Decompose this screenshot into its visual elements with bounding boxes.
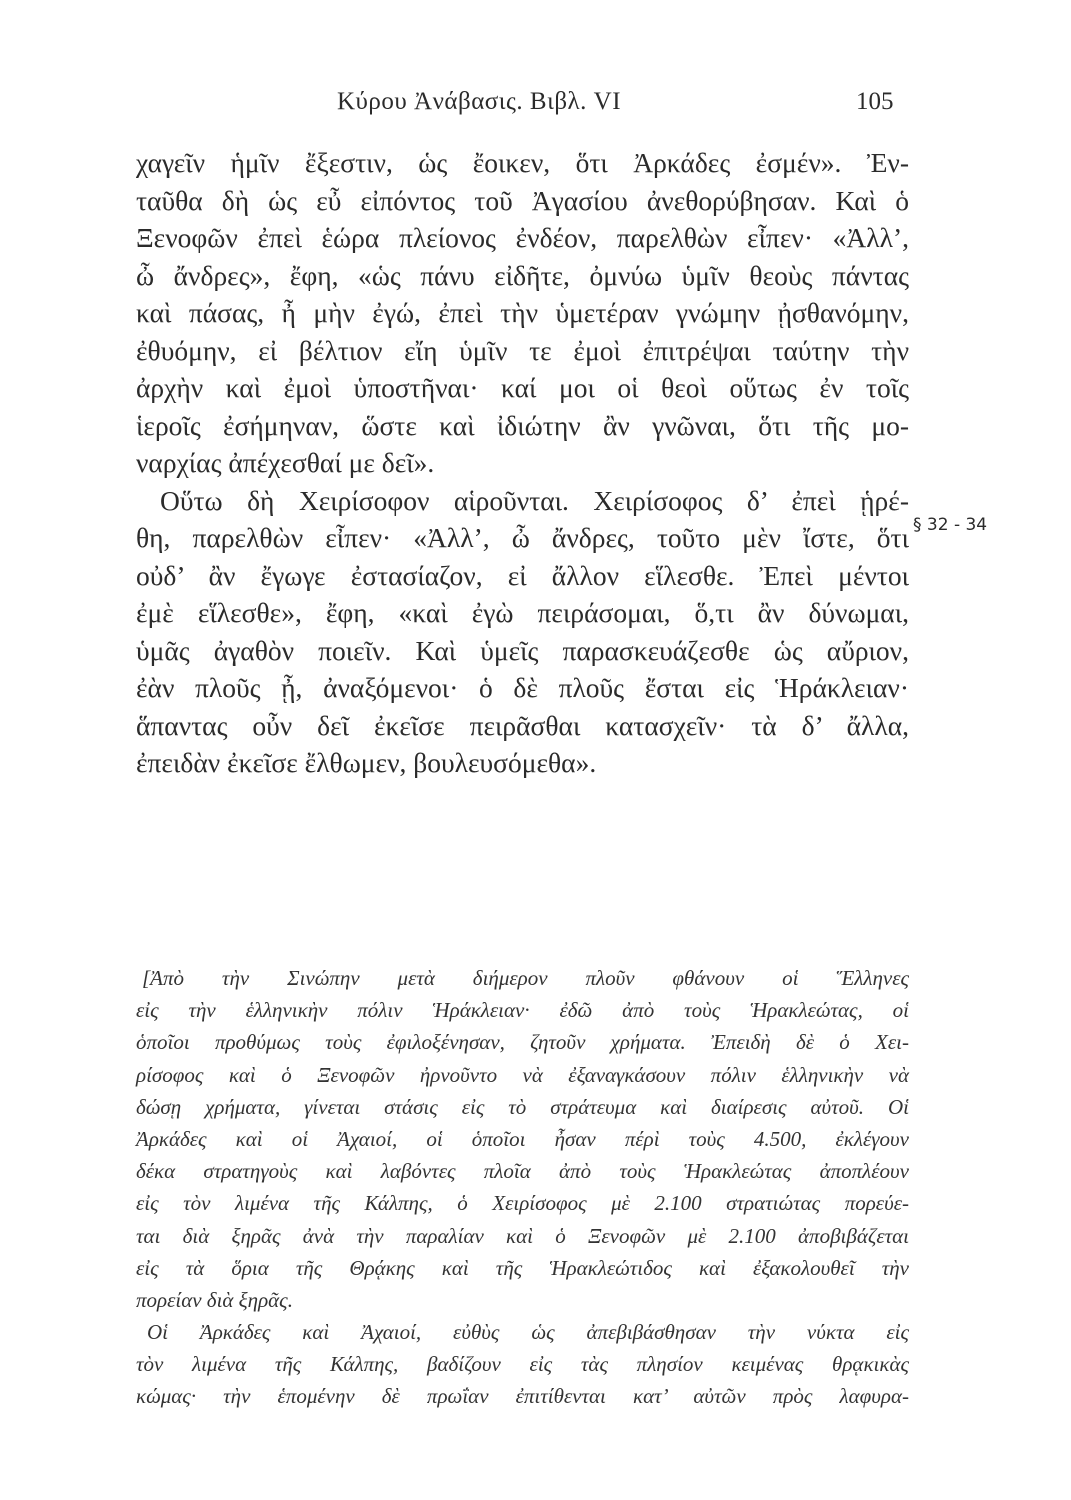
text-line: ἐθυόμην, εἰ βέλτιον εἴη ὑμῖν τε ἐμοὶ ἐπιτρέψαι ταύτην τὴν <box>136 334 909 366</box>
main-text <box>136 144 909 782</box>
summary-line: δέκα στρατηγοὺς καὶ λαβόντες πλοῖα ἀπὸ τοὺς Ἡρακλεώτας ἀποπλέουν <box>136 1159 909 1184</box>
header-title: Κύρου Ἀνάβασις. Βιβλ. VI <box>337 88 622 115</box>
chapter-summary <box>136 962 909 1413</box>
text-line: ὦ ἄνδρες», ἔφη, «ὡς πάνυ εἰδῆτε, ὀμνύω ὑμῖν θεοὺς πάντας <box>136 259 909 291</box>
summary-line: Ἀρκάδες καὶ οἱ Ἀχαιοί, οἱ ὁποῖοι ἦσαν πέρὶ τοὺς 4.500, ἐκλέγουν <box>136 1126 909 1151</box>
summary-line: ται διὰ ξηρᾶς ἀνὰ τὴν παραλίαν καὶ ὁ Ξενοφῶν μὲ 2.100 ἀποβιβάζεται <box>136 1223 909 1248</box>
summary-line: εἰς τὴν ἑλληνικὴν πόλιν Ἡράκλειαν· ἐδῶ ἀπὸ τοὺς Ἡρακλεώτας, οἱ <box>136 998 909 1023</box>
text-line: καὶ πάσας, ἦ μὴν ἐγώ, ἐπεὶ τὴν ὑμετέραν γνώμην ᾐσθανόμην, <box>136 297 909 328</box>
text-line: ναρχίας ἀπέχεσθαί με δεῖ». <box>136 447 435 478</box>
page-number: 105 <box>856 88 894 115</box>
text-line: Ξενοφῶν ἐπεὶ ἑώρα πλείονος ἐνδέον, παρελθὼν εἶπεν· «Ἀλλ’, <box>136 222 909 253</box>
summary-line: [Ἀπὸ τὴν Σινώπην μετὰ διήμερον πλοῦν φθάνουν οἱ Ἕλληνες <box>142 966 909 990</box>
text-line: ἱεροῖς ἐσήμηναν, ὥστε καὶ ἰδιώτην ἂν γνῶναι, ὅτι τῆς μο- <box>136 409 909 441</box>
summary-line: ὁποῖοι προθύμως τοὺς ἐφιλοξένησαν, ζητοῦν χρήματα. Ἐπειδὴ δὲ ὁ Χει- <box>136 1030 909 1055</box>
text-line: ἅπαντας οὖν δεῖ ἐκεῖσε πειρᾶσθαι κατασχεῖν· τὰ δ’ ἄλλα, <box>136 709 909 741</box>
summary-line: εἰς τὰ ὅρια τῆς Θρᾴκης καὶ τῆς Ἡρακλεώτιδος καὶ ἐξακολουθεῖ τὴν <box>136 1255 909 1280</box>
text-line: ταῦθα δὴ ὡς εὖ εἰπόντος τοῦ Ἀγασίου ἀνεθορύβησαν. Καὶ ὁ <box>136 184 909 216</box>
summary-line: ρίσοφος καὶ ὁ Ξενοφῶν ἠρνοῦντο νὰ ἐξαναγκάσουν πόλιν ἑλληνικὴν νὰ <box>136 1062 909 1087</box>
text-line: χαγεῖν ἡμῖν ἔξεστιν, ὡς ἔοικεν, ὅτι Ἀρκάδες ἐσμέν». Ἐν- <box>136 147 909 178</box>
text-line: ἐὰν πλοῦς ᾖ, ἀναξόμενοι· ὁ δὲ πλοῦς ἔσται εἰς Ἡράκλειαν· <box>136 672 909 703</box>
running-head <box>0 88 1071 128</box>
text-line: Οὕτω δὴ Χειρίσοφον αἱροῦνται. Χειρίσοφος δ’ ἐπεὶ ᾑρέ- <box>160 484 909 516</box>
summary-line: Οἱ Ἀρκάδες καὶ Ἀχαιοί, εὐθὺς ὡς ἀπεβιβάσθησαν τὴν νύκτα εἰς <box>147 1320 909 1345</box>
summary-line: τὸν λιμένα τῆς Κάλπης, βαδίζουν εἰς τὰς πλησίον κειμένας θρᾳκικὰς <box>136 1352 909 1377</box>
text-line: ἐμὲ εἵλεσθε», ἔφη, «καὶ ἐγὼ πειράσομαι, ὅ,τι ἂν δύνωμαι, <box>136 597 909 628</box>
summary-line: κώμας· τὴν ἑπομένην δὲ πρωΐαν ἐπιτίθενται κατ’ αὐτῶν πρὸς λαφυρα- <box>136 1384 909 1409</box>
text-line: οὐδ’ ἂν ἔγωγε ἐστασίαζον, εἰ ἄλλον εἵλεσθε. Ἐπεὶ μέντοι <box>136 559 909 591</box>
summary-line: δώσῃ χρήματα, γίνεται στάσις εἰς τὸ στράτευμα καὶ διαίρεσις αὐτοῦ. Οἱ <box>136 1094 909 1119</box>
section-margin-note: § 32 - 34 <box>913 515 988 535</box>
text-line: ἀρχὴν καὶ ἐμοὶ ὑποστῆναι· καί μοι οἱ θεοὶ οὕτως ἐν τοῖς <box>136 372 909 403</box>
text-line: ἐπειδὰν ἐκεῖσε ἔλθωμεν, βουλευσόμεθα». <box>136 747 597 778</box>
text-line: θη, παρελθὼν εἶπεν· «Ἀλλ’, ὦ ἄνδρες, τοῦτο μὲν ἴστε, ὅτι <box>136 522 909 553</box>
summary-line: εἰς τὸν λιμένα τῆς Κάλπης, ὁ Χειρίσοφος μὲ 2.100 στρατιώτας πορεύε- <box>136 1191 909 1216</box>
summary-line: πορείαν διὰ ξηρᾶς. <box>136 1287 293 1312</box>
text-line: ὑμᾶς ἀγαθὸν ποιεῖν. Καὶ ὑμεῖς παρασκευάζεσθε ὡς αὔριον, <box>136 634 909 666</box>
